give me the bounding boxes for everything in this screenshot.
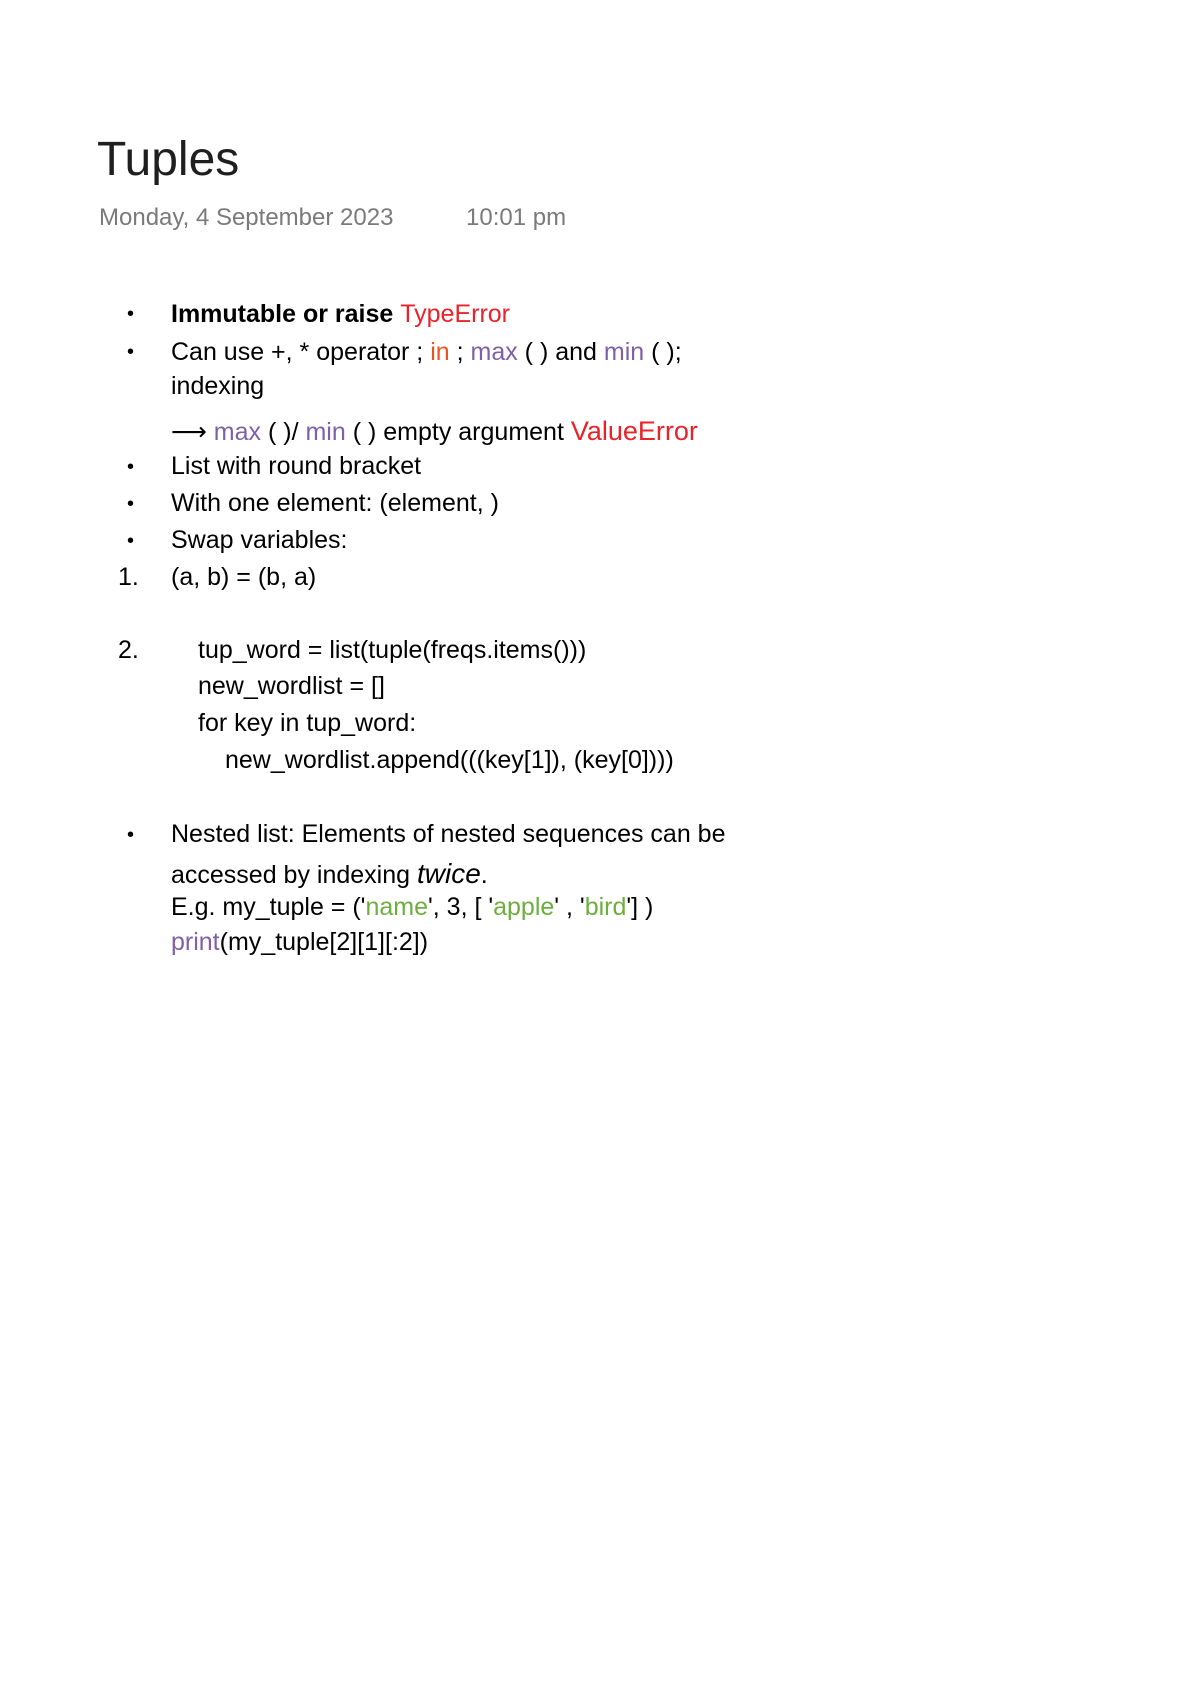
note-empty-argument [171, 418, 698, 445]
note-immutable [171, 302, 510, 327]
code-line: for key in tup_word: [198, 709, 417, 737]
list-number: 1. [118, 563, 139, 591]
note-one-element: With one element: (element, ) [171, 489, 499, 517]
code-line: new_wordlist = [] [198, 672, 385, 700]
bullet-marker: • [127, 341, 135, 363]
bullet-marker: • [127, 493, 135, 515]
builtin-min: min [305, 418, 346, 446]
error-name: TypeError [400, 300, 511, 328]
string-literal: bird [584, 893, 627, 921]
builtin-max: max [470, 338, 518, 366]
string-literal: apple [493, 893, 555, 921]
note-text: ( ) and [517, 338, 604, 366]
note-round-bracket: List with round bracket [171, 452, 422, 480]
note-nested-list: Nested list: Elements of nested sequences can be [171, 820, 726, 848]
note-text: . [480, 861, 488, 889]
builtin-min: min [603, 338, 645, 366]
note-text: accessed by indexing [171, 861, 417, 889]
note-operators [171, 340, 682, 365]
code-line: new_wordlist.append(((key[1]), (key[0]))) [225, 746, 674, 774]
bullet-marker: • [127, 456, 135, 478]
note-text: ' , ' [554, 893, 585, 921]
note-swap-example: (a, b) = (b, a) [171, 563, 317, 591]
note-text: ( )/ [261, 418, 306, 446]
note-text: (my_tuple[2][1][:2]) [219, 928, 429, 956]
note-text: E.g. my_tuple = (' [171, 893, 366, 921]
bullet-marker: • [127, 530, 135, 552]
note-indexing-twice [171, 860, 488, 888]
emphasis-twice: twice [416, 858, 481, 889]
note-text: ( ); [644, 338, 682, 366]
note-text: Can use +, * operator ; [171, 338, 431, 366]
note-text: '] ) [626, 893, 654, 921]
code-line: tup_word = list(tuple(freqs.items())) [198, 636, 587, 664]
keyword-in: in [430, 338, 450, 366]
arrow-icon: ⟶ [171, 418, 214, 446]
note-text: ', 3, [ ' [428, 893, 494, 921]
note-swap: Swap variables: [171, 526, 348, 554]
list-number: 2. [118, 636, 139, 664]
page-time: 10:01 pm [466, 204, 567, 231]
error-name: ValueError [570, 416, 698, 446]
page-title: Tuples [97, 133, 240, 186]
bullet-marker: • [127, 303, 135, 325]
note-example [171, 895, 653, 920]
builtin-max: max [213, 418, 262, 446]
bullet-marker: • [127, 824, 135, 846]
note-text: Immutable or raise [171, 300, 401, 328]
note-text: ( ) empty argument [345, 418, 571, 446]
builtin-print: print [171, 928, 220, 956]
note-print [171, 930, 428, 955]
note-indexing: indexing [171, 372, 265, 400]
string-literal: name [365, 893, 428, 921]
note-text: ; [449, 338, 471, 366]
page-date: Monday, 4 September 2023 [99, 204, 394, 231]
